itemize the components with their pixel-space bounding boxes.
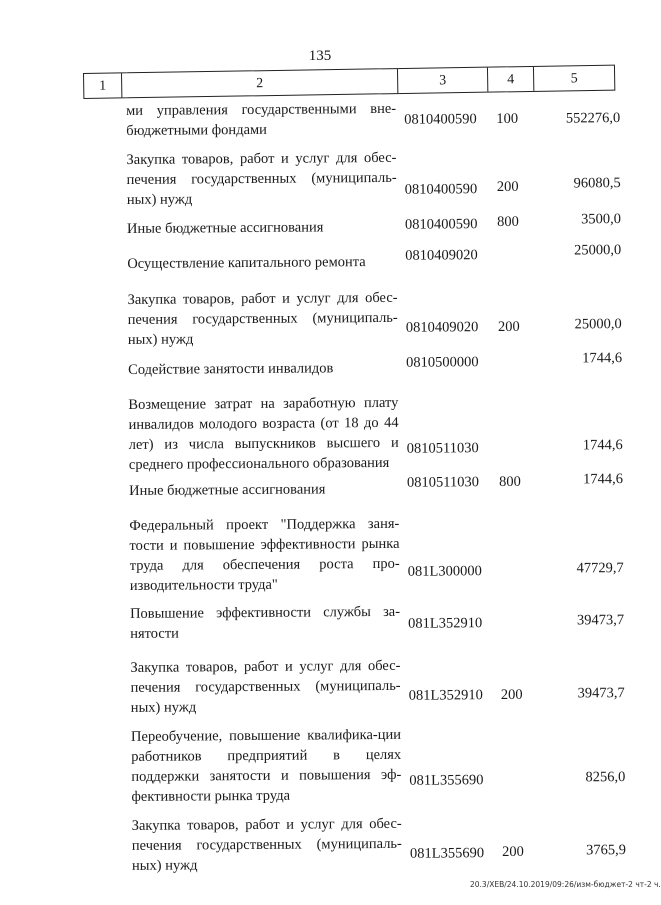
table-row <box>5 723 645 728</box>
row-name: Повышение эффективности службы за-нятости <box>130 602 400 644</box>
header-col-1: 1 <box>84 73 122 98</box>
row-name: Закупка товаров, работ и услуг для обес-печения государственных (муниципаль-ных) нужд <box>126 148 396 210</box>
row-name: Закупка товаров, работ и услуг для обес-печения государственных (муниципаль-ных) нужд <box>130 656 400 718</box>
row-name: Закупка товаров, работ и услуг для обес-печения государственных (муниципаль-ных) нужд <box>132 814 402 876</box>
row-name: Осуществление капитального ремонта <box>127 252 397 274</box>
table-row <box>0 97 640 102</box>
row-amount: 3500,0 <box>521 209 621 230</box>
row-name: Содействие занятости инвалидов <box>128 358 398 380</box>
row-code: 081L355690 <box>410 843 484 864</box>
table-row <box>3 512 643 517</box>
row-amount: 47729,7 <box>524 558 624 579</box>
table-row <box>4 600 644 605</box>
header-col-5: 5 <box>534 66 614 91</box>
table-row <box>3 477 643 482</box>
row-code: 0810409020 <box>406 317 479 338</box>
row-amount: 96080,5 <box>521 173 621 194</box>
row-group: 800 <box>493 212 523 232</box>
header-col-2: 2 <box>122 69 398 97</box>
row-group: 200 <box>493 177 523 197</box>
row-amount: 552276,0 <box>520 108 620 129</box>
row-code: 0810511030 <box>407 472 479 493</box>
header-col-3: 3 <box>398 68 488 93</box>
row-amount: 39473,7 <box>524 610 624 631</box>
row-code: 0810400590 <box>404 109 477 130</box>
row-amount: 1744,6 <box>523 469 623 490</box>
row-code: 0810400590 <box>405 179 478 200</box>
table-row <box>6 812 646 817</box>
table-row <box>1 215 641 220</box>
page-number: 135 <box>0 48 640 65</box>
row-group: 100 <box>492 109 522 129</box>
row-code: 0810500000 <box>406 352 479 373</box>
row-name: Федеральный проект "Поддержка заня-тости и повышение эффективности рынка труда для обеспечения роста про-изводительности труда" <box>129 514 400 596</box>
row-amount: 1744,6 <box>522 348 622 369</box>
row-group: 200 <box>498 842 528 862</box>
table-row <box>0 146 640 151</box>
table-row <box>1 286 641 291</box>
row-group: 200 <box>497 685 527 705</box>
table-row <box>2 391 642 396</box>
row-amount: 8256,0 <box>525 767 625 788</box>
header-col-4: 4 <box>488 67 534 92</box>
row-amount: 25000,0 <box>521 240 621 261</box>
row-amount: 25000,0 <box>522 314 622 335</box>
document-footer-stamp: 20.3/ХЕВ/24.10.2019/09:26/изм-бюджет-2 чт-2 ч. <box>470 880 661 889</box>
row-name: Иные бюджетные ассигнования <box>129 479 399 501</box>
table-row <box>4 654 644 659</box>
row-code: 081L352910 <box>409 685 483 706</box>
row-code: 0810400590 <box>405 214 478 235</box>
row-code: 081L355690 <box>409 770 483 791</box>
row-code: 0810409020 <box>405 245 478 266</box>
row-name: Возмещение затрат на заработную плату инвалидов молодого возраста (от 18 до 44 лет) из числа выпускников высшего и среднего профессионального образования <box>128 393 399 475</box>
row-code: 0810511030 <box>407 438 479 459</box>
row-name: Закупка товаров, работ и услуг для обес-печения государственных (муниципаль-ных) нужд <box>127 288 397 350</box>
row-amount: 3765,9 <box>526 840 626 861</box>
row-amount: 1744,6 <box>523 435 623 456</box>
row-name: ми управления государственными вне-бюджетными фондами <box>126 99 396 141</box>
row-amount: 39473,7 <box>525 683 625 704</box>
table-row <box>1 250 641 255</box>
row-code: 081L300000 <box>408 561 482 582</box>
row-name: Иные бюджетные ассигнования <box>127 217 397 239</box>
row-group: 800 <box>495 472 525 492</box>
row-name: Переобучение, повышение квалифика-ции работников предприятий в целях поддержки занятости и повышения эф-фективности рынка труда <box>131 725 402 807</box>
row-group: 200 <box>494 317 524 337</box>
table-row <box>2 356 642 361</box>
row-code: 081L352910 <box>408 613 482 634</box>
